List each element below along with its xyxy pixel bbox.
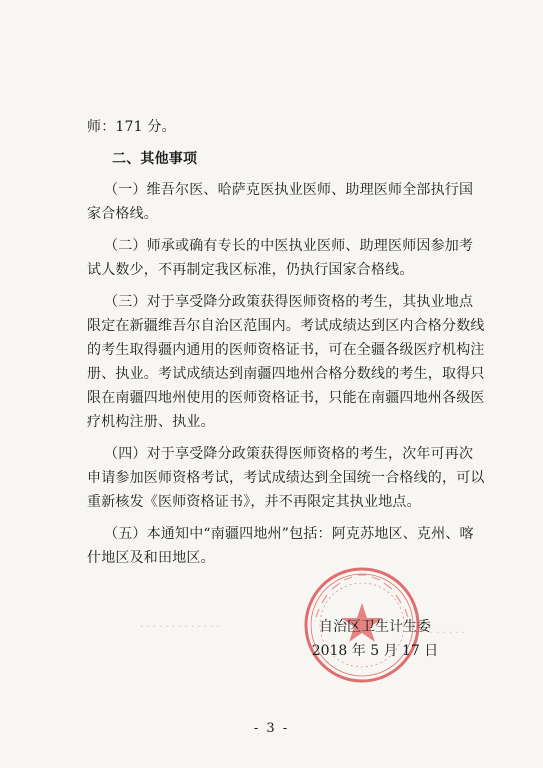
- text-line: 试人数少，不再制定我区标准，仍执行国家合格线。: [87, 262, 414, 278]
- text-line: 重新核发《医师资格证书》，并不再限定其执业地点。: [87, 494, 421, 510]
- text-line: 疗机构注册、执业。: [87, 414, 215, 430]
- text-line: 什地区及和田地区。: [87, 550, 215, 566]
- page-number: - 3 -: [253, 721, 290, 736]
- issuing-organization: 自治区卫生计生委: [319, 619, 431, 635]
- issue-date: 2018 年 5 月 17 日: [311, 643, 439, 659]
- text-line: （三）对于享受降分政策获得医师资格的考生，其执业地点: [104, 294, 474, 310]
- text-line: （五）本通知中“南疆四地州”包括：阿克苏地区、克州、喀: [104, 526, 474, 542]
- text-line: （二）师承或确有专长的中医执业医师、助理医师因参加考: [104, 238, 474, 254]
- text-line: 限定在新疆维吾尔自治区范围内。考试成绩达到区内合格分数线: [87, 318, 485, 334]
- text-line: 申请参加医师资格考试，考试成绩达到全国统一合格线的，可以: [87, 470, 485, 486]
- bleed-through-mark: · · · · · · · · · · · · ·: [140, 622, 220, 633]
- text-line: 师：171 分。: [87, 119, 176, 135]
- text-line: 家合格线。: [87, 206, 158, 222]
- section-heading: 二、其他事项: [112, 151, 198, 167]
- text-line: 限在南疆四地州使用的医师资格证书，只能在南疆四地州各级医: [87, 390, 485, 406]
- text-line: 的考生取得疆内通用的医师资格证书，可在全疆各级医疗机构注: [87, 342, 485, 358]
- text-line: 册、执业。考试成绩达到南疆四地州合格分数线的考生，取得只: [87, 366, 485, 382]
- text-line: （一）维吾尔医、哈萨克医执业医师、助理医师全部执行国: [104, 182, 474, 198]
- text-line: （四）对于享受降分政策获得医师资格的考生，次年可再次: [104, 446, 474, 462]
- bleed-through-mark: · · · · · ·: [430, 628, 465, 639]
